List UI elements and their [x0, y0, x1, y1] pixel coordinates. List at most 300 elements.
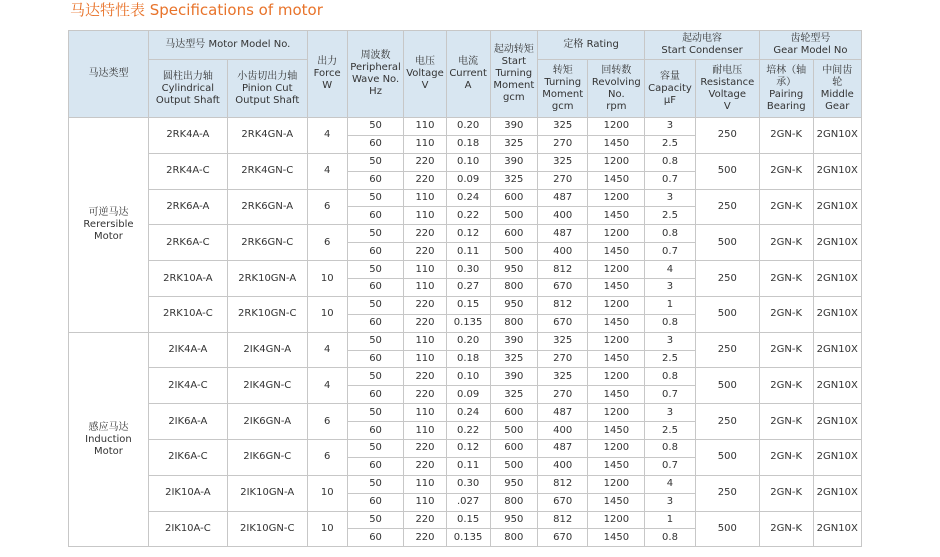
capacity-value: 3: [645, 404, 695, 422]
capacity-value: 0.7: [645, 386, 695, 404]
start-torque-value: 800: [490, 279, 537, 297]
revolving-value: 1450: [588, 279, 645, 297]
rated-torque-value: 670: [537, 314, 587, 332]
header-line: Force: [313, 68, 341, 79]
start-torque-value: 950: [490, 475, 537, 493]
start-torque-value: 600: [490, 189, 537, 207]
start-torque-value: 325: [490, 171, 537, 189]
model-pinion: 2RK10GN-A: [227, 261, 307, 297]
voltage-value: 110: [404, 493, 446, 511]
revolving-value: 1200: [588, 189, 645, 207]
middle-gear-value: 2GN10X: [813, 261, 862, 297]
header-line: Cylindrical: [161, 82, 215, 94]
header-line: Resistance: [700, 76, 755, 88]
freq-value: 50: [347, 475, 404, 493]
bearing-value: 2GN-K: [759, 153, 813, 189]
bearing-value: 2GN-K: [759, 296, 813, 332]
table-row: [69, 296, 862, 314]
resistance-voltage-value: 500: [695, 440, 759, 476]
capacity-value: 4: [645, 261, 695, 279]
freq-value: 50: [347, 296, 404, 314]
rated-torque-value: 670: [537, 279, 587, 297]
capacity-value: 1: [645, 296, 695, 314]
start-torque-value: 325: [490, 135, 537, 153]
start-torque-value: 950: [490, 296, 537, 314]
resistance-voltage-value: 500: [695, 153, 759, 189]
bearing-value: 2GN-K: [759, 189, 813, 225]
model-pinion: 2RK4GN-A: [227, 118, 307, 154]
model-cylindrical: 2RK4A-A: [148, 118, 227, 154]
model-pinion: 2IK10GN-A: [227, 475, 307, 511]
header-line: Turning: [544, 76, 582, 88]
header-cylindrical-shaft: [148, 60, 227, 118]
table-row: [69, 475, 862, 493]
current-value: 0.30: [446, 261, 490, 279]
header-line: Start: [501, 56, 527, 67]
current-value: 0.12: [446, 440, 490, 458]
capacity-value: 0.8: [645, 153, 695, 171]
force-value: 6: [307, 225, 347, 261]
header-line: Gear: [825, 100, 850, 112]
header-line: Middle: [820, 88, 854, 100]
model-cylindrical: 2RK6A-A: [148, 189, 227, 225]
freq-value: 50: [347, 118, 404, 136]
header-middle-gear: [813, 60, 862, 118]
model-cylindrical: 2IK10A-A: [148, 475, 227, 511]
motor-type-line: 感应马达: [88, 421, 129, 433]
revolving-value: 1200: [588, 368, 645, 386]
current-value: 0.18: [446, 350, 490, 368]
middle-gear-value: 2GN10X: [813, 189, 862, 225]
header-line: V: [421, 80, 429, 91]
freq-value: 60: [347, 243, 404, 261]
header-resistance-voltage: [695, 60, 759, 118]
header-line: gcm: [551, 100, 574, 112]
freq-value: 60: [347, 207, 404, 225]
voltage-value: 110: [404, 404, 446, 422]
voltage-value: 220: [404, 171, 446, 189]
capacity-value: 2.5: [645, 135, 695, 153]
table-row: [69, 404, 862, 422]
motor-type-line: Motor: [94, 230, 123, 242]
table-row: [69, 153, 862, 171]
model-pinion: 2IK4GN-C: [227, 368, 307, 404]
start-torque-value: 600: [490, 404, 537, 422]
force-value: 10: [307, 296, 347, 332]
header-force: [307, 31, 347, 118]
header-line: Bearing: [766, 100, 806, 112]
freq-value: 60: [347, 493, 404, 511]
model-cylindrical: 2IK6A-C: [148, 440, 227, 476]
rated-torque-value: 487: [537, 225, 587, 243]
voltage-value: 110: [404, 207, 446, 225]
rated-torque-value: 812: [537, 511, 587, 529]
freq-value: 50: [347, 153, 404, 171]
freq-value: 50: [347, 225, 404, 243]
freq-value: 50: [347, 511, 404, 529]
voltage-value: 110: [404, 332, 446, 350]
voltage-value: 110: [404, 118, 446, 136]
start-torque-value: 390: [490, 118, 537, 136]
voltage-value: 220: [404, 386, 446, 404]
header-line: W: [322, 80, 333, 91]
motor-type-cell: [69, 332, 149, 547]
middle-gear-value: 2GN10X: [813, 511, 862, 547]
capacity-value: 3: [645, 189, 695, 207]
current-value: 0.24: [446, 404, 490, 422]
current-value: 0.09: [446, 171, 490, 189]
bearing-value: 2GN-K: [759, 368, 813, 404]
current-value: 0.10: [446, 368, 490, 386]
revolving-value: 1450: [588, 422, 645, 440]
revolving-value: 1200: [588, 153, 645, 171]
model-cylindrical: 2RK4A-C: [148, 153, 227, 189]
model-pinion: 2IK6GN-C: [227, 440, 307, 476]
bearing-value: 2GN-K: [759, 261, 813, 297]
freq-value: 60: [347, 350, 404, 368]
voltage-value: 220: [404, 368, 446, 386]
voltage-value: 220: [404, 314, 446, 332]
revolving-value: 1450: [588, 314, 645, 332]
middle-gear-value: 2GN10X: [813, 225, 862, 261]
voltage-value: 220: [404, 529, 446, 547]
header-start-condenser: [645, 31, 760, 60]
freq-value: 50: [347, 332, 404, 350]
force-value: 4: [307, 332, 347, 368]
rated-torque-value: 400: [537, 422, 587, 440]
rated-torque-value: 270: [537, 135, 587, 153]
header-line: 电流: [458, 56, 479, 67]
resistance-voltage-value: 500: [695, 511, 759, 547]
capacity-value: 3: [645, 118, 695, 136]
header-line: Moment: [493, 80, 535, 91]
rated-torque-value: 670: [537, 493, 587, 511]
start-torque-value: 950: [490, 511, 537, 529]
header-gear-model: [759, 31, 861, 60]
header-line: 容量: [659, 70, 680, 82]
start-torque-value: 325: [490, 350, 537, 368]
header-rating: 定格 Rating: [537, 31, 644, 60]
header-line: Capacity: [648, 82, 692, 94]
header-line: 回转数: [601, 64, 632, 76]
header-line: Output Shaft: [155, 94, 220, 106]
resistance-voltage-value: 250: [695, 118, 759, 154]
capacity-value: 3: [645, 332, 695, 350]
freq-value: 60: [347, 529, 404, 547]
rated-torque-value: 325: [537, 368, 587, 386]
model-pinion: 2IK10GN-C: [227, 511, 307, 547]
middle-gear-value: 2GN10X: [813, 118, 862, 154]
middle-gear-value: 2GN10X: [813, 153, 862, 189]
voltage-value: 220: [404, 457, 446, 475]
revolving-value: 1200: [588, 225, 645, 243]
rated-torque-value: 487: [537, 440, 587, 458]
rated-torque-value: 270: [537, 171, 587, 189]
start-torque-value: 500: [490, 422, 537, 440]
start-torque-value: 500: [490, 243, 537, 261]
header-line: Output Shaft: [235, 94, 300, 106]
capacity-value: 0.8: [645, 225, 695, 243]
header-line: 周波数: [360, 50, 391, 61]
resistance-voltage-value: 500: [695, 225, 759, 261]
force-value: 4: [307, 368, 347, 404]
freq-value: 50: [347, 368, 404, 386]
model-cylindrical: 2RK10A-A: [148, 261, 227, 297]
bearing-value: 2GN-K: [759, 404, 813, 440]
header-line: 轮: [832, 76, 843, 88]
header-line: Revolving: [591, 76, 641, 88]
rated-torque-value: 812: [537, 296, 587, 314]
header-line: Wave No.: [351, 74, 400, 85]
table-body: [69, 118, 862, 547]
header-line: 转矩: [552, 64, 573, 76]
current-value: 0.18: [446, 135, 490, 153]
voltage-value: 110: [404, 189, 446, 207]
freq-value: 50: [347, 440, 404, 458]
motor-type-line: Induction: [85, 433, 132, 445]
middle-gear-value: 2GN10X: [813, 440, 862, 476]
header-line: Pairing: [769, 88, 804, 100]
current-value: 0.12: [446, 225, 490, 243]
header-line: 起动电容: [682, 33, 723, 44]
header-line: V: [723, 100, 731, 112]
freq-value: 60: [347, 386, 404, 404]
model-cylindrical: 2IK6A-A: [148, 404, 227, 440]
resistance-voltage-value: 250: [695, 189, 759, 225]
header-line: No.: [608, 88, 625, 100]
bearing-value: 2GN-K: [759, 511, 813, 547]
resistance-voltage-value: 250: [695, 404, 759, 440]
voltage-value: 110: [404, 261, 446, 279]
header-line: Voltage: [708, 88, 747, 100]
freq-value: 60: [347, 422, 404, 440]
resistance-voltage-value: 250: [695, 261, 759, 297]
voltage-value: 220: [404, 153, 446, 171]
model-pinion: 2RK6GN-A: [227, 189, 307, 225]
resistance-voltage-value: 250: [695, 332, 759, 368]
freq-value: 50: [347, 261, 404, 279]
start-torque-value: 390: [490, 368, 537, 386]
capacity-value: 4: [645, 475, 695, 493]
table-header: [69, 31, 862, 118]
current-value: 0.27: [446, 279, 490, 297]
capacity-value: 0.8: [645, 314, 695, 332]
resistance-voltage-value: 250: [695, 475, 759, 511]
current-value: 0.09: [446, 386, 490, 404]
force-value: 6: [307, 440, 347, 476]
voltage-value: 220: [404, 511, 446, 529]
freq-value: 60: [347, 314, 404, 332]
freq-value: 60: [347, 279, 404, 297]
model-cylindrical: 2IK4A-C: [148, 368, 227, 404]
header-line: 承）: [776, 76, 797, 88]
header-line: 电压: [414, 56, 435, 67]
bearing-value: 2GN-K: [759, 440, 813, 476]
model-cylindrical: 2IK10A-C: [148, 511, 227, 547]
model-pinion: 2RK6GN-C: [227, 225, 307, 261]
table-row: [69, 189, 862, 207]
table-row: [69, 511, 862, 529]
header-line: Gear Model No: [773, 45, 848, 56]
table-row: [69, 261, 862, 279]
motor-type-line: 可逆马达: [88, 206, 129, 218]
header-line: 耐电压: [712, 64, 743, 76]
header-capacity: [645, 60, 695, 118]
rated-torque-value: 400: [537, 243, 587, 261]
voltage-value: 220: [404, 440, 446, 458]
revolving-value: 1200: [588, 440, 645, 458]
current-value: 0.22: [446, 207, 490, 225]
table-row: [69, 440, 862, 458]
start-torque-value: 800: [490, 493, 537, 511]
current-value: 0.20: [446, 118, 490, 136]
freq-value: 60: [347, 135, 404, 153]
rated-torque-value: 400: [537, 207, 587, 225]
header-line: A: [464, 80, 472, 91]
rated-torque-value: 487: [537, 189, 587, 207]
current-value: 0.11: [446, 243, 490, 261]
page-title: 马达特性表 Specifications of motor: [70, 1, 323, 19]
start-torque-value: 800: [490, 529, 537, 547]
model-cylindrical: 2IK4A-A: [148, 332, 227, 368]
bearing-value: 2GN-K: [759, 118, 813, 154]
revolving-value: 1200: [588, 296, 645, 314]
start-torque-value: 800: [490, 314, 537, 332]
current-value: 0.15: [446, 296, 490, 314]
model-cylindrical: 2RK10A-C: [148, 296, 227, 332]
current-value: 0.15: [446, 511, 490, 529]
header-line: Hz: [369, 86, 382, 97]
revolving-value: 1450: [588, 171, 645, 189]
header-line: 圆柱出力轴: [162, 70, 213, 82]
revolving-value: 1200: [588, 261, 645, 279]
header-current: [446, 31, 490, 118]
header-line: 出力: [317, 56, 338, 67]
current-value: 0.30: [446, 475, 490, 493]
force-value: 6: [307, 189, 347, 225]
header-voltage: [404, 31, 446, 118]
rated-torque-value: 812: [537, 475, 587, 493]
bearing-value: 2GN-K: [759, 475, 813, 511]
revolving-value: 1200: [588, 332, 645, 350]
rated-torque-value: 325: [537, 332, 587, 350]
freq-value: 50: [347, 189, 404, 207]
force-value: 10: [307, 511, 347, 547]
middle-gear-value: 2GN10X: [813, 475, 862, 511]
start-torque-value: 390: [490, 153, 537, 171]
middle-gear-value: 2GN10X: [813, 332, 862, 368]
header-line: 小齿切出力轴: [237, 70, 298, 82]
capacity-value: 2.5: [645, 207, 695, 225]
model-cylindrical: 2RK6A-C: [148, 225, 227, 261]
specifications-table: [68, 30, 862, 547]
header-line: Peripheral: [350, 62, 401, 73]
header-motor-type: 马达类型: [69, 31, 149, 118]
voltage-value: 110: [404, 135, 446, 153]
voltage-value: 110: [404, 475, 446, 493]
header-line: 起动转矩: [493, 44, 534, 55]
capacity-value: 0.7: [645, 457, 695, 475]
resistance-voltage-value: 500: [695, 368, 759, 404]
revolving-value: 1450: [588, 529, 645, 547]
voltage-value: 220: [404, 243, 446, 261]
current-value: 0.135: [446, 529, 490, 547]
header-line: 齿轮型号: [790, 33, 831, 44]
header-line: Pinion Cut: [241, 82, 293, 94]
capacity-value: 0.7: [645, 243, 695, 261]
revolving-value: 1200: [588, 118, 645, 136]
revolving-value: 1450: [588, 457, 645, 475]
table-row: [69, 368, 862, 386]
header-pinion-shaft: [227, 60, 307, 118]
start-torque-value: 325: [490, 386, 537, 404]
middle-gear-value: 2GN10X: [813, 368, 862, 404]
start-torque-value: 600: [490, 440, 537, 458]
voltage-value: 110: [404, 350, 446, 368]
start-torque-value: 390: [490, 332, 537, 350]
header-line: Current: [449, 68, 487, 79]
rated-torque-value: 400: [537, 457, 587, 475]
capacity-value: 1: [645, 511, 695, 529]
model-pinion: 2IK4GN-A: [227, 332, 307, 368]
current-value: 0.24: [446, 189, 490, 207]
table-row: [69, 332, 862, 350]
rated-torque-value: 270: [537, 386, 587, 404]
model-pinion: 2RK10GN-C: [227, 296, 307, 332]
start-torque-value: 600: [490, 225, 537, 243]
header-line: gcm: [503, 92, 525, 103]
motor-type-cell: [69, 118, 149, 333]
bearing-value: 2GN-K: [759, 332, 813, 368]
rated-torque-value: 670: [537, 529, 587, 547]
header-line: 中间齿: [822, 64, 853, 76]
bearing-value: 2GN-K: [759, 225, 813, 261]
voltage-value: 110: [404, 279, 446, 297]
revolving-value: 1450: [588, 386, 645, 404]
resistance-voltage-value: 500: [695, 296, 759, 332]
rated-torque-value: 270: [537, 350, 587, 368]
force-value: 6: [307, 404, 347, 440]
force-value: 4: [307, 153, 347, 189]
capacity-value: 0.7: [645, 171, 695, 189]
current-value: 0.135: [446, 314, 490, 332]
header-start-torque: [490, 31, 537, 118]
middle-gear-value: 2GN10X: [813, 296, 862, 332]
start-torque-value: 500: [490, 207, 537, 225]
voltage-value: 220: [404, 296, 446, 314]
capacity-value: 3: [645, 493, 695, 511]
header-revolving-no: [588, 60, 645, 118]
capacity-value: 0.8: [645, 368, 695, 386]
start-torque-value: 950: [490, 261, 537, 279]
revolving-value: 1200: [588, 404, 645, 422]
capacity-value: 2.5: [645, 422, 695, 440]
current-value: 0.10: [446, 153, 490, 171]
current-value: .027: [446, 493, 490, 511]
revolving-value: 1450: [588, 493, 645, 511]
revolving-value: 1200: [588, 475, 645, 493]
revolving-value: 1450: [588, 350, 645, 368]
revolving-value: 1200: [588, 511, 645, 529]
header-line: rpm: [606, 100, 627, 112]
voltage-value: 110: [404, 422, 446, 440]
current-value: 0.22: [446, 422, 490, 440]
freq-value: 50: [347, 404, 404, 422]
header-line: μF: [663, 94, 677, 106]
rated-torque-value: 487: [537, 404, 587, 422]
motor-type-line: Motor: [94, 445, 123, 457]
current-value: 0.11: [446, 457, 490, 475]
